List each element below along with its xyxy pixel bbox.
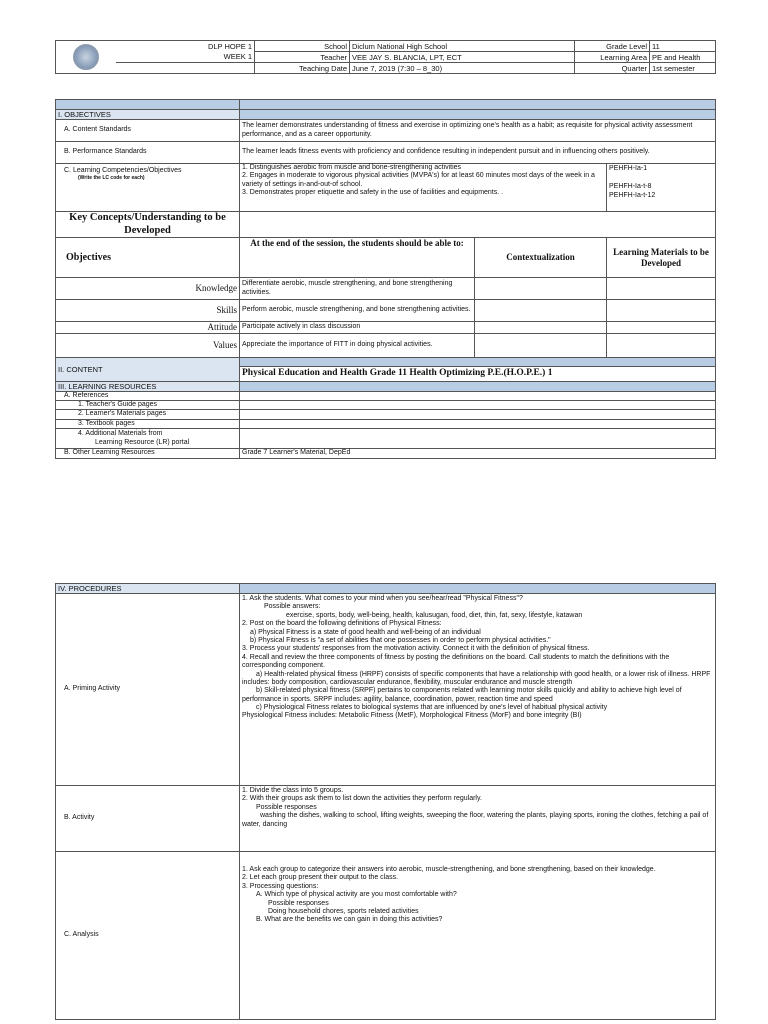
content-title: Physical Education and Health Grade 11 Health Optimizing P.E.(H.O.P.E.) 1 <box>242 368 553 379</box>
school-value: Diclum National High School <box>350 41 575 52</box>
row-skills-text: Perform aerobic, muscle strengthening, and bone strengthening activities. <box>240 300 475 322</box>
competencies-label: C. Learning Competencies/Objectives <box>64 167 182 174</box>
competencies-note: (Write the LC code for each) <box>78 175 145 182</box>
code-2: PEHFH-Ia-t-8 <box>609 183 652 191</box>
teacher-label: Teacher <box>255 52 350 63</box>
other-resources-label: B. Other Learning Resources <box>56 449 240 458</box>
analysis-cell <box>240 852 716 1020</box>
codes-cell <box>607 164 716 212</box>
school-label: School <box>255 41 350 52</box>
additional-materials-cell <box>56 429 240 449</box>
priming-line: b) Skill-related physical fitness (SRPF) pertains to components related with learning motor skills quickly and ability to achieve high level of performance in sports. SRPF includes: agility, balance, coordination, power, reaction time and speed <box>242 687 682 703</box>
week-label: WEEK 1 <box>116 52 255 63</box>
area-value: PE and Health <box>650 52 716 63</box>
top-bar-right <box>240 100 716 110</box>
cell-blank <box>607 334 716 358</box>
cell-blank <box>607 300 716 322</box>
row-attitude-label: Attitude <box>56 322 240 334</box>
content-heading: II. CONTENT <box>56 358 240 381</box>
priming-label: A. Priming Activity <box>56 594 240 786</box>
priming-cell <box>240 594 716 786</box>
priming-line: 1. Ask the students. What comes to your mind when you see/hear/read "Physical Fitness"? <box>242 595 523 602</box>
priming-line: 4. Recall and review the three components of fitness by posting the definitions on the board. Call students to match the definitions with the corresponding component. <box>242 653 670 670</box>
cell-blank <box>240 410 716 419</box>
analysis-line: 1. Ask each group to categorize their answers into aerobic, muscle-strengthening, and bone strengthening, based on their knowledge. <box>242 866 656 873</box>
analysis-label: C. Analysis <box>56 852 240 1020</box>
activity-label: B. Activity <box>56 786 240 852</box>
competency-1: 1. Distinguishes aerobic from muscle and bone-strengthening activities <box>242 164 462 171</box>
resources-heading: III. LEARNING RESOURCES <box>56 381 240 391</box>
procedures-bar <box>240 584 716 594</box>
quarter-value: 1st semester <box>650 63 716 74</box>
analysis-line: Doing household chores, sports related activities <box>268 907 419 915</box>
textbook-label: 3. Textbook pages <box>56 419 240 428</box>
analysis-line: 2. Let each group present their output to the class. <box>242 874 399 882</box>
col-objectives: Objectives <box>56 238 240 278</box>
objectives-table <box>55 99 716 459</box>
objectives-bar <box>240 110 716 120</box>
analysis-line: Possible responses <box>268 899 329 907</box>
priming-line: b) Physical Fitness is "a set of abilities that one possesses in order to perform physical activities." <box>250 636 551 644</box>
cell-blank <box>240 419 716 428</box>
cell-blank <box>240 400 716 409</box>
activity-line: Possible responses <box>256 803 317 811</box>
grade-value: 11 <box>650 41 716 52</box>
blank-cell <box>116 63 255 74</box>
priming-line: 2. Post on the board the following definitions of Physical Fitness: <box>242 620 442 628</box>
row-values-text: Appreciate the importance of FITT in doing physical activities. <box>240 334 475 358</box>
analysis-line: A. Which type of physical activity are you most comfortable with? <box>256 891 457 899</box>
header-table <box>55 40 716 74</box>
key-concepts-blank <box>240 212 716 238</box>
priming-line: a) Health-related physical fitness (HRPF) consists of specific components that have a relationship with good health, or a lower risk of illness. HRPF includes: body composition, cardiovascular endurance, flexibility, muscular endurance and muscle strength <box>242 670 711 686</box>
performance-standards-label: B. Performance Standards <box>56 142 240 164</box>
performance-standards-text: The learner leads fitness events with proficiency and confidence resulting in independent pursuit and in influencing others positively. <box>240 142 716 164</box>
col-end-of-session: At the end of the session, the students should be able to: <box>240 238 475 278</box>
dlp-label: DLP HOPE 1 <box>116 41 255 52</box>
activity-line: 1. Divide the class into 5 groups. <box>242 787 344 794</box>
content-cell <box>240 358 716 381</box>
quarter-label: Quarter <box>575 63 650 74</box>
analysis-line: 3. Processing questions: <box>242 882 319 890</box>
priming-line: c) Physiological Fitness relates to biological systems that are influenced by one's level of habitual physical activity <box>256 704 608 712</box>
competencies-label-cell <box>56 164 240 212</box>
cell-blank <box>475 278 607 300</box>
content-bar <box>240 358 715 367</box>
priming-line: Possible answers: <box>264 603 321 611</box>
col-materials: Learning Materials to be Developed <box>607 238 716 278</box>
competency-3: 3. Demonstrates proper etiquette and safety in the use of facilities and equipments. . <box>242 189 504 197</box>
cell-blank <box>607 322 716 334</box>
area-label: Learning Area <box>575 52 650 63</box>
date-label: Teaching Date <box>255 63 350 74</box>
references-label: A. References <box>56 391 240 400</box>
other-resources-text: Grade 7 Learner's Material, DepEd <box>240 449 716 458</box>
resources-bar <box>240 381 716 391</box>
activity-line: washing the dishes, walking to school, lifting weights, sweeping the floor, watering the plants, playing sports, ironing the clothes, fetching a pail of water, dancing <box>242 812 709 828</box>
row-attitude-text: Participate actively in class discussion <box>240 322 475 334</box>
row-skills-label: Skills <box>56 300 240 322</box>
priming-line: Physiological Fitness includes: Metabolic Fitness (MetF), Morphological Fitness (MorF) and bone integrity (BI) <box>242 712 582 720</box>
top-bar-left <box>56 100 240 110</box>
additional-materials-label: 4. Additional Materials from <box>78 430 163 438</box>
activity-line: 2. With their groups ask them to list down the activities they perform regularly. <box>242 795 482 803</box>
col-contextualization: Contextualization <box>475 238 607 278</box>
analysis-line: B. What are the benefits we can gain in doing this activities? <box>256 916 443 924</box>
cell-blank <box>475 300 607 322</box>
code-3: PEHFH-Ia-t-12 <box>609 191 656 199</box>
learners-materials-label: 2. Learner's Materials pages <box>56 410 240 419</box>
competencies-cell <box>240 164 607 212</box>
teacher-value: VEE JAY S. BLANCIA, LPT, ECT <box>350 52 575 63</box>
cell-blank <box>475 322 607 334</box>
date-value: June 7, 2019 (7:30 – 8_30) <box>350 63 575 74</box>
grade-label: Grade Level <box>575 41 650 52</box>
competency-2: 2. Engages in moderate to vigorous physical activities (MVPA's) for at least 60 minutes most days of the week in a variety of settings in-and-out-of school. <box>242 172 595 188</box>
content-standards-text: The learner demonstrates understanding of fitness and exercise in optimizing one's health as a habit; as requisite for physical activity assessment performance, and as a career opportunity. <box>240 120 716 142</box>
seal-cell <box>56 41 117 74</box>
teachers-guide-label: 1. Teacher's Guide pages <box>56 400 240 409</box>
procedures-table <box>55 583 716 1020</box>
row-values-label: Values <box>56 334 240 358</box>
row-knowledge-label: Knowledge <box>56 278 240 300</box>
deped-seal-icon <box>73 44 99 70</box>
cell-blank <box>240 429 716 449</box>
priming-line: a) Physical Fitness is a state of good health and well-being of an individual <box>250 628 481 636</box>
code-1: PEHFH-Ia-1 <box>609 165 648 172</box>
key-concepts-heading: Key Concepts/Understanding to be Developed <box>56 212 240 238</box>
activity-cell <box>240 786 716 852</box>
priming-line: exercise, sports, body, well-being, health, kalusugan, food, diet, thin, fat, sexy, lifestyle, katawan <box>286 611 583 619</box>
procedures-heading: IV. PROCEDURES <box>56 584 240 594</box>
priming-line: 3. Process your students' responses from the motivation activity. Connect it with the definition of physical fitness. <box>242 645 590 653</box>
cell-blank <box>475 334 607 358</box>
lr-portal-label: Learning Resource (LR) portal <box>95 438 190 446</box>
content-standards-label: A. Content Standards <box>56 120 240 142</box>
row-knowledge-text: Differentiate aerobic, muscle strengthening, and bone strengthening activities. <box>240 278 475 300</box>
cell-blank <box>607 278 716 300</box>
cell-blank <box>240 391 716 400</box>
objectives-heading: I. OBJECTIVES <box>56 110 240 120</box>
